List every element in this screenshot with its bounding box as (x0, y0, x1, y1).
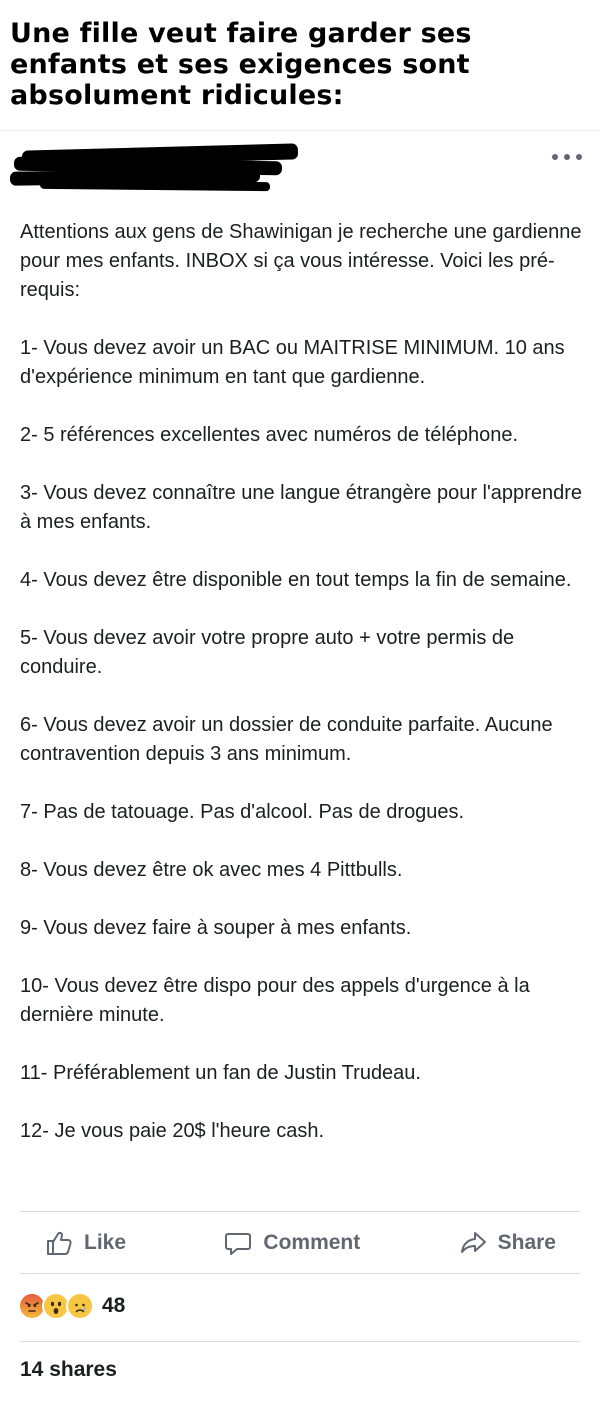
divider (20, 1211, 580, 1212)
share-label: Share (497, 1231, 556, 1254)
headline: Une fille veut faire garder ses enfants et ses exigences sont absolument ridicules: (10, 18, 472, 111)
thumbs-up-icon (44, 1228, 74, 1258)
more-dot-icon (564, 154, 570, 160)
action-bar (20, 1213, 580, 1273)
post-paragraph: 6- Vous devez avoir un dossier de conduite parfaite. Aucune contravention depuis 3 ans minimum. (20, 714, 553, 765)
post-text (20, 218, 590, 1146)
share-button[interactable] (434, 1228, 580, 1258)
share-arrow-icon (458, 1228, 488, 1258)
post-paragraph: 1- Vous devez avoir un BAC ou MAITRISE MINIMUM. 10 ans d'expérience minimum en tant que gardienne. (20, 337, 565, 388)
post-paragraph: 5- Vous devez avoir votre propre auto + votre permis de conduire. (20, 627, 515, 678)
reactions-summary[interactable] (18, 1291, 125, 1321)
post-paragraph: 3- Vous devez connaître une langue étrangère pour l'apprendre à mes enfants. (20, 482, 582, 533)
like-button[interactable] (20, 1228, 150, 1258)
more-dot-icon (552, 154, 558, 160)
post-paragraph: 10- Vous devez être dispo pour des appels d'urgence à la dernière minute. (20, 975, 530, 1026)
post-paragraph: 2- 5 références excellentes avec numéros de téléphone. (20, 424, 519, 446)
facebook-post (0, 130, 600, 1401)
more-options-button[interactable] (552, 149, 582, 165)
post-paragraph: 7- Pas de tatouage. Pas d'alcool. Pas de drogues. (20, 801, 465, 823)
like-label: Like (84, 1231, 127, 1254)
comment-label: Comment (263, 1231, 361, 1254)
post-paragraph: Attentions aux gens de Shawinigan je recherche une gardienne pour mes enfants. INBOX si ça vous intéresse. Voici les pré-requis: (20, 221, 582, 301)
comment-button[interactable] (199, 1228, 384, 1258)
divider (20, 1341, 580, 1342)
shares-count[interactable]: 14 shares (20, 1358, 117, 1381)
post-paragraph: 11- Préférablement un fan de Justin Trudeau. (20, 1062, 421, 1084)
post-paragraph: 12- Je vous paie 20$ l'heure cash. (20, 1120, 325, 1142)
reaction-count: 48 (102, 1294, 126, 1317)
divider (20, 1273, 580, 1274)
post-paragraph: 4- Vous devez être disponible en tout temps la fin de semaine. (20, 569, 572, 591)
post-paragraph: 9- Vous devez faire à souper à mes enfants. (20, 917, 412, 939)
post-author-row (0, 131, 600, 201)
comment-icon (223, 1228, 253, 1258)
more-dot-icon (576, 154, 582, 160)
sad-reaction-icon (66, 1292, 94, 1320)
post-paragraph: 8- Vous devez être ok avec mes 4 Pittbulls. (20, 859, 403, 881)
